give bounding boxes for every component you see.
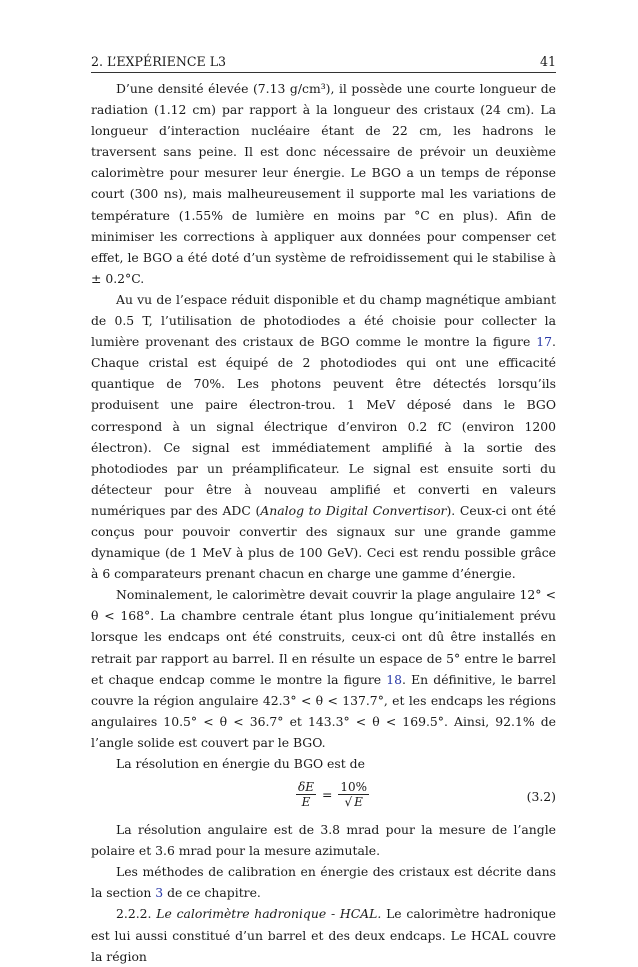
equation-3-2: $\frac{\delta E}{E}$ = $\frac{10\%}{√ E}$ (3.2): [298, 780, 556, 810]
paragraph-energy-resolution: La résolution en énergie du BGO est de: [116, 756, 365, 771]
subsection-number: 2.2.2.: [116, 906, 152, 922]
figure-18-link[interactable]: 18: [386, 671, 403, 687]
paragraph-hcal: 2.2.2. Le calorimètre hadronique - HCAL. Le calorimètre hadronique est lui aussi constitué d’un barrel et des deux endcaps. Le HCAL couvre la région: [91, 906, 556, 964]
subsection-title: Le calorimètre hadronique - HCAL.: [156, 906, 382, 922]
adc-expansion: Analog to Digital Convertisor: [260, 502, 447, 518]
running-header: [91, 54, 556, 73]
main-text: [91, 78, 556, 967]
paragraph-photodiodes: Au vu de l’espace réduit disponible et du champ magnétique ambiant de 0.5 T, l’utilisation de photodiodes a été choisie pour collecter la lumière provenant des cristaux de BGO comme le montre la figure 17. Chaque cristal est équipé de 2 photodiodes qui ont une efficacité quantique de 70%. Les photons peuvent être détectés lorsqu’ils produisent une paire électron-trou. 1 MeV déposé dans le BGO correspond à un signal électrique d’environ 0.2 fC (environ 1200 électron). Ce signal est immédiatement amplifié à la sortie des photodiodes par un préamplificateur. Le signal est ensuite sorti du détecteur pour être à nouveau amplifié et converti en valeurs numériques par des ADC (Analog to Digital Convertisor). Ceux-ci ont été conçus pour pouvoir convertir des signaux sur une grande gamme dynamique (de 1 MeV à plus de 100 GeV). Ceci est rendu possible grâce à 6 comparateurs prenant chacun en charge une gamme d’énergie.: [91, 291, 556, 582]
paragraph-angular-coverage: Nominalement, le calorimètre devait couvrir la plage angulaire 12° < θ < 168°. La chambre centrale étant plus longue qu’initialement prévu lorsque les endcaps ont été construits, ceux-ci ont dû être installés en retrait par rapport au barrel. Il en résulte un espace de 5° entre le barrel et chaque endcap comme le montre la figure 18. En définitive, le barrel couvre la région angulaire 42.3° < θ < 137.7°, et les endcaps les régions angulaires 10.5° < θ < 36.7° et 143.3° < θ < 169.5°. Ainsi, 92.1% de l’angle solide est couvert par le BGO.: [91, 587, 556, 750]
paragraph-density: D’une densité élevée (7.13 g/cm³), il possède une courte longueur de radiation (1.12 cm) par rapport à la longueur des cristaux (24 cm). La longueur d’interaction nucléaire étant de 22 cm, les hadrons le traversent sans peine. Il est donc nécessaire de prévoir un deuxième calorimètre pour mesurer leur énergie. Le BGO a un temps de réponse court (300 ns), mais malheureusement il supporte mal les variations de température (1.55% de lumière en moins par °C en plus). Afin de minimiser les corrections à appliquer aux données pour compenser cet effet, le BGO a été doté d’un système de refroidissement qui le stabilise à ± 0.2°C.: [91, 81, 556, 286]
paragraph-calibration: Les méthodes de calibration en énergie des cristaux est décrite dans la section 3 de ce chapitre.: [91, 864, 556, 901]
figure-17-link[interactable]: 17: [536, 334, 553, 350]
equation-lhs: $\frac{\delta E}{E}$: [298, 780, 314, 810]
chapter-title: 2. L’EXPÉRIENCE L3: [91, 54, 227, 69]
equation-number: (3.2): [526, 789, 556, 805]
section-3-link[interactable]: 3: [155, 885, 164, 901]
paragraph-angular-resolution: La résolution angulaire est de 3.8 mrad pour la mesure de l’angle polaire et 3.6 mrad pour la mesure azimutale.: [91, 822, 556, 859]
page-number: 41: [539, 54, 556, 69]
equation-rhs: $\frac{10\%}{√ E}$: [340, 780, 368, 810]
